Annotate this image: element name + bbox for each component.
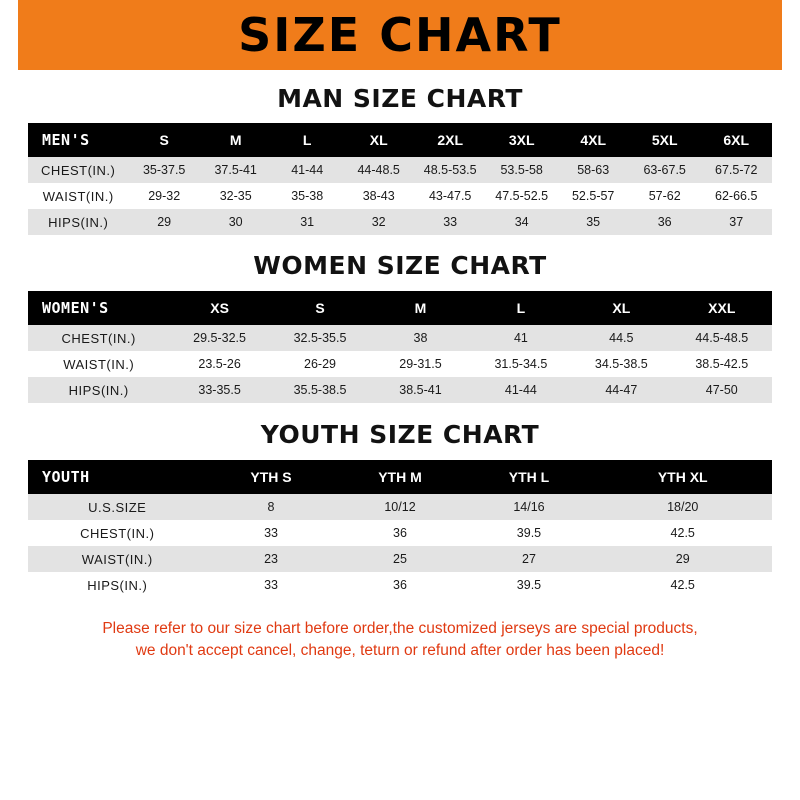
table-cell: 32-35 [219, 189, 252, 203]
table-cell: 38.5-41 [399, 383, 442, 397]
table-cell: 33-35.5 [198, 383, 241, 397]
table-header-row [28, 460, 772, 494]
table-cell: 41-44 [291, 163, 324, 177]
table-cell: 44-47 [605, 383, 638, 397]
header-cell: YTH L [508, 469, 550, 485]
header-cell: YTH S [250, 469, 292, 485]
table-cell: 43-47.5 [428, 189, 472, 203]
content-area [0, 84, 800, 663]
men-size-table [28, 123, 772, 235]
table-row [28, 377, 772, 403]
table-row [28, 520, 772, 546]
table-cell: 41 [513, 331, 528, 345]
header-cell: XL [612, 300, 631, 316]
row-label: WAIST(IN.) [42, 188, 114, 204]
table-cell: 10/12 [384, 500, 416, 514]
table-cell: 8 [267, 500, 275, 514]
header-cell: YTH XL [657, 469, 708, 485]
table-row [28, 351, 772, 377]
table-cell: 37 [729, 215, 744, 229]
table-cell: 62-66.5 [715, 189, 758, 203]
women-size-table [28, 291, 772, 403]
header-cell: L [516, 300, 526, 316]
footer-note-line-1: Please refer to our size chart before order,the customized jerseys are special products, [102, 620, 698, 637]
table-cell: 35-38 [291, 189, 324, 203]
table-cell: 44-48.5 [357, 163, 400, 177]
header-cell: 3XL [508, 132, 535, 148]
table-cell: 27 [522, 552, 536, 566]
row-label: U.S.SIZE [88, 499, 147, 515]
page-banner [0, 0, 800, 70]
row-label: HIPS(IN.) [68, 382, 129, 398]
table-cell: 47-50 [705, 383, 738, 397]
youth-size-table [28, 460, 772, 598]
table-cell: 35 [586, 215, 601, 229]
header-cell: XS [210, 300, 229, 316]
table-cell: 37.5-41 [214, 163, 257, 177]
header-cell-label: MEN'S [42, 131, 90, 149]
table-row [28, 325, 772, 351]
table-cell: 29.5-32.5 [193, 331, 246, 345]
table-cell: 32 [371, 215, 386, 229]
table-cell: 35-37.5 [142, 163, 186, 177]
table-cell: 44.5-48.5 [695, 331, 749, 345]
table-row [28, 546, 772, 572]
banner-edge-left [0, 0, 18, 70]
header-cell: S [315, 300, 325, 316]
footer-note-line-2: we don't accept cancel, change, teturn or refund after order has been placed! [135, 642, 665, 660]
table-cell: 32.5-35.5 [293, 331, 347, 345]
header-cell: M [414, 300, 427, 316]
section-title-youth: YOUTH SIZE CHART [260, 420, 540, 449]
header-cell-label: WOMEN'S [42, 299, 109, 317]
header-cell: 6XL [723, 132, 750, 148]
table-cell: 31 [300, 215, 315, 229]
table-cell: 29 [157, 215, 172, 229]
table-cell: 23 [264, 552, 278, 566]
table-cell: 36 [393, 578, 407, 592]
footer-note [28, 618, 772, 663]
table-cell: 18/20 [667, 500, 699, 514]
table-row [28, 494, 772, 520]
header-cell: XXL [708, 300, 736, 316]
section-title-women: WOMEN SIZE CHART [253, 251, 547, 280]
section-title-men: MAN SIZE CHART [277, 84, 523, 113]
header-cell: YTH M [378, 469, 422, 485]
table-row [28, 572, 772, 598]
table-cell: 44.5 [609, 331, 634, 345]
table-cell: 47.5-52.5 [495, 189, 549, 203]
table-header-row [28, 123, 772, 157]
table-cell: 58-63 [577, 163, 610, 177]
table-cell: 48.5-53.5 [423, 163, 477, 177]
table-cell: 29-31.5 [399, 357, 442, 371]
table-row [28, 183, 772, 209]
table-cell: 38 [413, 331, 428, 345]
table-cell: 34.5-38.5 [594, 357, 648, 371]
table-cell: 33 [264, 526, 278, 540]
header-cell: 5XL [651, 132, 678, 148]
table-row [28, 209, 772, 235]
page-title: SIZE CHART [238, 8, 562, 62]
table-cell: 29 [675, 552, 690, 566]
table-cell: 42.5 [670, 578, 695, 592]
table-cell: 67.5-72 [715, 163, 758, 177]
banner-edge-right [782, 0, 800, 70]
table-row [28, 157, 772, 183]
header-cell: XL [369, 132, 388, 148]
row-label: CHEST(IN.) [41, 162, 116, 178]
table-cell: 41-44 [504, 383, 537, 397]
table-cell: 57-62 [648, 189, 681, 203]
table-cell: 38-43 [362, 189, 395, 203]
table-cell: 26-29 [304, 357, 336, 371]
row-label: HIPS(IN.) [48, 214, 109, 230]
header-cell: S [159, 132, 169, 148]
table-cell: 14/16 [513, 500, 545, 514]
row-label: WAIST(IN.) [63, 356, 135, 372]
table-cell: 63-67.5 [643, 163, 686, 177]
header-cell: 4XL [580, 132, 607, 148]
header-cell: M [229, 132, 242, 148]
table-cell: 38.5-42.5 [695, 357, 749, 371]
table-cell: 25 [393, 552, 407, 566]
row-label: HIPS(IN.) [87, 577, 148, 593]
table-cell: 30 [228, 215, 243, 229]
header-cell: 2XL [437, 132, 464, 148]
table-cell: 23.5-26 [198, 357, 241, 371]
row-label: CHEST(IN.) [61, 330, 136, 346]
table-cell: 35.5-38.5 [293, 383, 347, 397]
table-cell: 29-32 [148, 189, 181, 203]
row-label: CHEST(IN.) [80, 525, 155, 541]
header-cell: L [302, 132, 312, 148]
table-cell: 53.5-58 [500, 163, 543, 177]
table-cell: 36 [657, 215, 672, 229]
table-cell: 33 [443, 215, 458, 229]
table-cell: 52.5-57 [571, 189, 615, 203]
table-cell: 33 [264, 578, 278, 592]
table-cell: 36 [393, 526, 407, 540]
table-cell: 39.5 [516, 526, 542, 540]
table-cell: 42.5 [670, 526, 695, 540]
row-label: WAIST(IN.) [81, 551, 153, 567]
table-header-row [28, 291, 772, 325]
table-cell: 34 [514, 215, 529, 229]
table-cell: 39.5 [516, 578, 542, 592]
header-cell-label: YOUTH [42, 468, 90, 486]
table-cell: 31.5-34.5 [494, 357, 548, 371]
